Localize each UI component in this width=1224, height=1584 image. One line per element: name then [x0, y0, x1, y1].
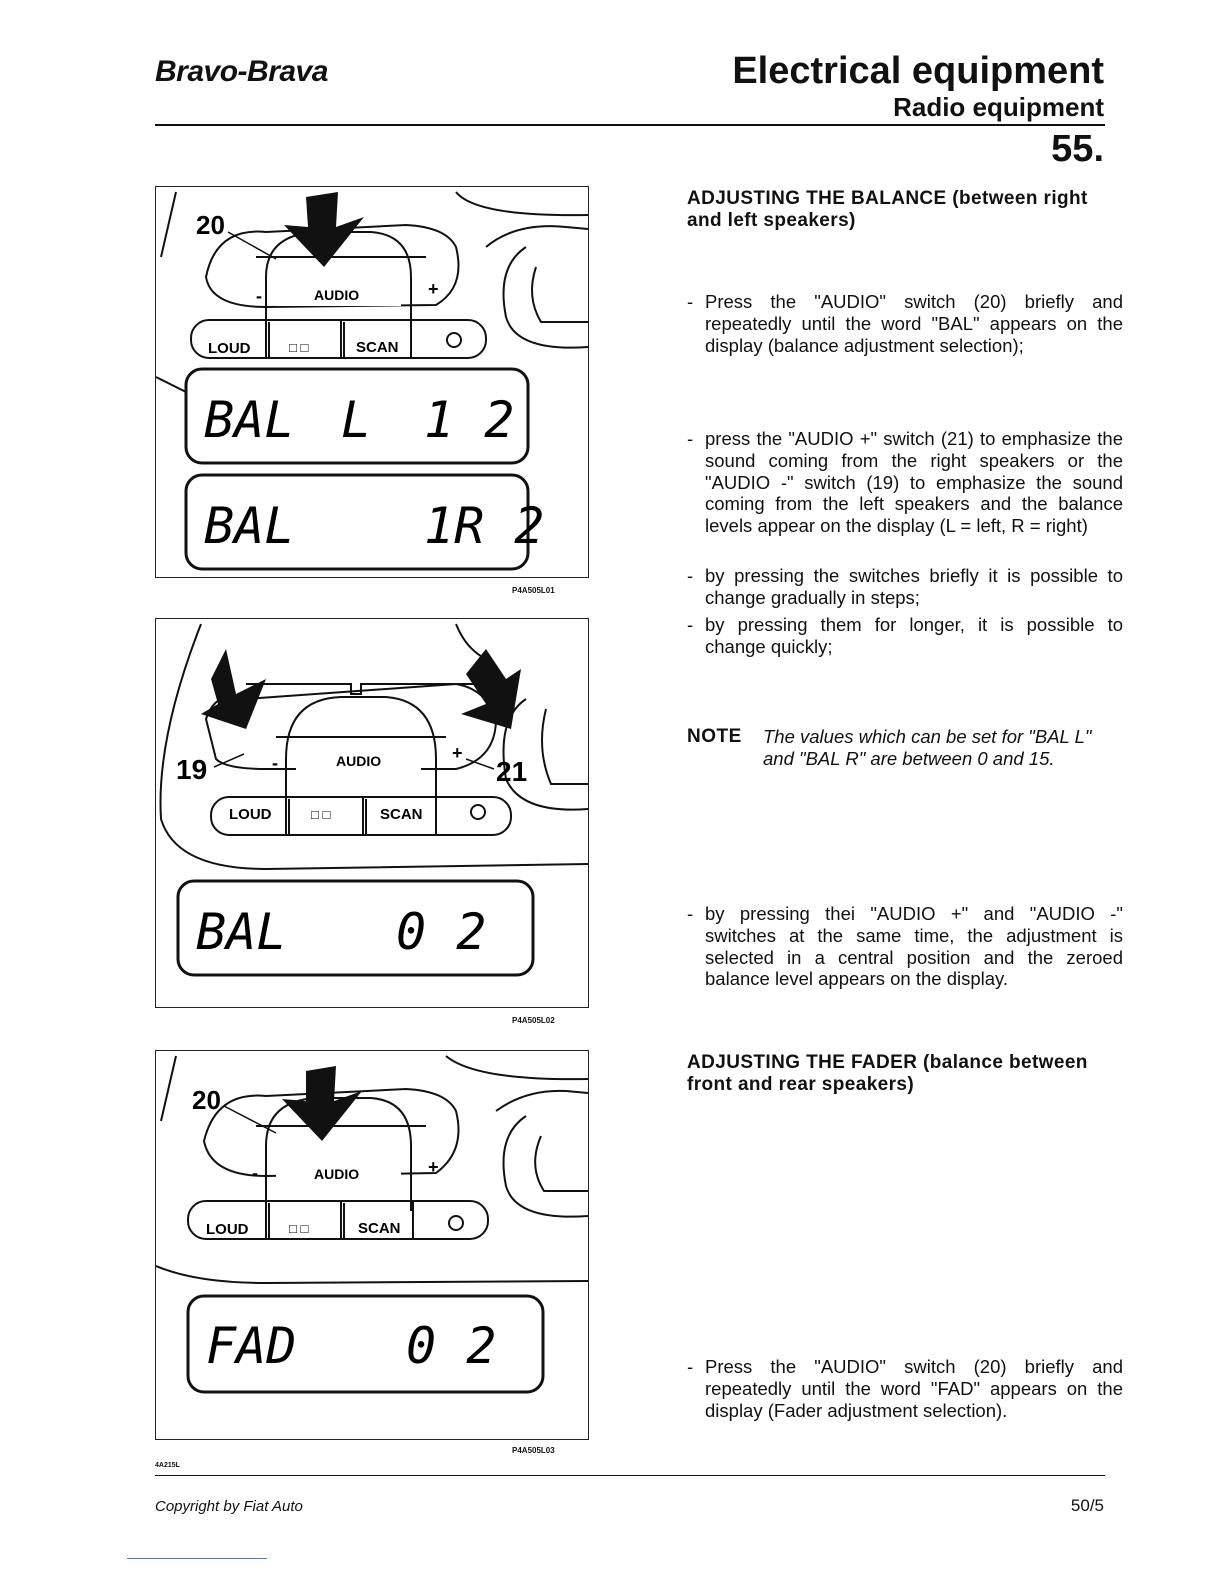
lcd-text-right: 1R 2: [424, 497, 545, 555]
press-arrow-icon: [201, 649, 266, 729]
figure-caption: P4A505L01: [512, 586, 555, 595]
clock-icon: [471, 805, 485, 819]
note-text: The values which can be set for "BAL L" and "BAL R" are between 0 and 15.: [763, 726, 1092, 769]
loud-label: LOUD: [208, 340, 251, 357]
callout-number: 20: [196, 210, 225, 240]
press-arrow-icon: [284, 192, 364, 267]
figure-caption: P4A505L03: [512, 1446, 555, 1455]
figure-balance-select: [155, 186, 589, 578]
balance-step-2: - press the "AUDIO +" switch (21) to emphasize the sound coming from the right speakers or the "AUDIO -" switch (19) to emphasize the sound coming from the left speakers and the balance levels appear on the display (L = left, R = right): [687, 428, 1123, 537]
lcd-text-right: 1 2: [424, 391, 515, 449]
fader-heading: ADJUSTING THE FADER (balance between front and rear speakers): [687, 1052, 1088, 1095]
copyright: Copyright by Fiat Auto: [155, 1498, 303, 1515]
clock-icon: [449, 1216, 463, 1230]
lcd-text-left: BAL: [204, 391, 295, 449]
plus-label: +: [428, 279, 439, 299]
figure-balance-adjust: [155, 618, 589, 1008]
center-step: - by pressing thei "AUDIO +" and "AUDIO -" switches at the same time, the adjustment is selected in a central position and the zeroed balance level appears on the display.: [687, 903, 1123, 990]
section-subtitle: Radio equipment: [893, 92, 1104, 122]
scan-label: SCAN: [358, 1220, 401, 1237]
lcd-text-right: 0 2: [396, 903, 487, 961]
preset-label: □ □: [289, 1221, 309, 1236]
preset-label: □ □: [289, 340, 309, 355]
callout-number: 21: [496, 756, 528, 787]
lcd-text-left: BAL: [204, 497, 295, 555]
loud-label: LOUD: [206, 1221, 249, 1238]
header-rule: [155, 124, 1105, 126]
section-title: Electrical equipment: [732, 50, 1104, 92]
press-arrow-icon: [282, 1066, 362, 1141]
balance-heading: ADJUSTING THE BALANCE (between right and left speakers): [687, 188, 1088, 231]
minus-label: -: [252, 1163, 258, 1183]
radio-illustration: [156, 187, 588, 577]
minus-label: -: [256, 286, 262, 306]
audio-label: AUDIO: [336, 753, 382, 769]
callout-number: 20: [192, 1085, 221, 1115]
figure-fader-select: [155, 1050, 589, 1440]
scan-label: SCAN: [380, 806, 423, 823]
callout-number: 19: [176, 754, 208, 785]
lcd-text-left: FAD: [206, 1317, 297, 1375]
minus-label: -: [272, 753, 278, 773]
loud-label: LOUD: [229, 806, 272, 823]
radio-illustration: [156, 619, 588, 1007]
lcd-text-mid: L: [341, 391, 372, 449]
clock-icon: [447, 333, 461, 347]
page-number: 55.: [1051, 128, 1104, 170]
preset-label: □ □: [311, 807, 331, 822]
fader-step-1: - Press the "AUDIO" switch (20) briefly and repeatedly until the word "FAD" appears on the display (Fader adjustment selection).: [687, 1356, 1123, 1421]
brand-title: Bravo-Brava: [155, 55, 328, 88]
note-block: [687, 726, 1105, 770]
plus-label: +: [428, 1157, 439, 1177]
footer-rule: [155, 1475, 1105, 1476]
lcd-text-right: 0 2: [406, 1317, 497, 1375]
scan-label: SCAN: [356, 339, 399, 356]
balance-step-3: - by pressing the switches briefly it is possible to change gradually in steps;: [687, 565, 1123, 608]
small-code: 4A215L: [155, 1462, 180, 1469]
audio-label: AUDIO: [314, 287, 360, 303]
link-underline: [127, 1558, 267, 1559]
note-label: NOTE: [687, 726, 742, 747]
radio-illustration: [156, 1051, 588, 1439]
figure-caption: P4A505L02: [512, 1016, 555, 1025]
plus-label: +: [452, 743, 463, 763]
page-reference: 50/5: [1070, 1496, 1104, 1515]
lcd-text-left: BAL: [196, 903, 287, 961]
balance-step-4: - by pressing them for longer, it is possible to change quickly;: [687, 614, 1123, 657]
balance-step-1: - Press the "AUDIO" switch (20) briefly and repeatedly until the word "BAL" appears on the display (balance adjustment selection);: [687, 291, 1123, 356]
audio-label: AUDIO: [314, 1166, 360, 1182]
